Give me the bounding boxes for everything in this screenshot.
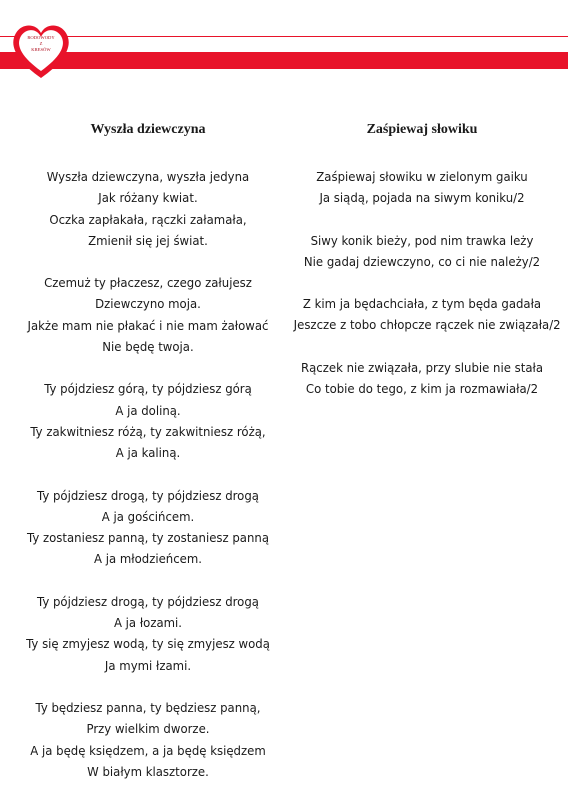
stanza xyxy=(12,378,284,463)
poem-line: A ja kaliną. xyxy=(115,445,181,461)
poem-line: Co tobie do tego, z kim ja rozmawiała/2 xyxy=(305,381,539,397)
stanza xyxy=(12,591,284,676)
poem-line: A ja doliną. xyxy=(115,402,181,418)
poem-line: Czemuż ty płaczesz, czego załujesz xyxy=(44,275,252,291)
header-rule xyxy=(0,36,568,37)
poem-line: Ty pójdziesz drogą, ty pójdziesz drogą xyxy=(37,487,259,503)
poem-line: Siwy konik bieży, pod nim trawka leży xyxy=(310,232,534,248)
poem-line: A ja młodzieńcem. xyxy=(93,551,203,567)
logo-text xyxy=(10,35,72,53)
poem-line: Ty pójdziesz drogą, ty pójdziesz drogą xyxy=(37,593,259,609)
poem-body xyxy=(284,166,560,399)
poem-line: A ja będę księdzem, a ja będę księdzem xyxy=(30,742,266,758)
poem-line: Zmienił się jej świat. xyxy=(88,232,208,248)
poem-line: Rączek nie związała, przy slubie nie stała xyxy=(300,359,544,375)
stanza xyxy=(12,166,284,251)
poem-right xyxy=(284,120,560,420)
poem-left xyxy=(12,120,284,803)
stanza xyxy=(12,272,284,357)
logo-text-line: KRESÓW xyxy=(31,47,51,52)
poem-line: Ty się zmyjesz wodą, ty się zmyjesz wodą xyxy=(26,636,270,652)
poem-line: Ty będziesz panna, ty będziesz panną, xyxy=(35,699,261,715)
poem-line: Wyszła dziewczyna, wyszła jedyna xyxy=(46,169,250,184)
poem-line: Jakże mam nie płakać i nie mam żałować xyxy=(27,317,269,333)
poem-line: W białym klasztorze. xyxy=(87,763,209,779)
poem-line: Ty zostaniesz panną, ty zostaniesz panną xyxy=(26,530,270,546)
poem-line: Z kim ja będachciała, z tym będa gadała xyxy=(302,296,542,312)
stanza xyxy=(284,166,560,209)
poem-line: A ja łozami. xyxy=(113,615,183,631)
poem-line: Oczka zapłakała, rączki załamała, xyxy=(49,211,247,227)
poem-body xyxy=(12,166,284,782)
poem-line: Nie będę twoja. xyxy=(102,339,194,355)
stanza xyxy=(12,697,284,782)
stanza xyxy=(284,293,560,336)
poem-line: Jeszcze z tobo chłopcze rączek nie związała/2 xyxy=(293,317,561,333)
poem-title: Wyszła dziewczyna xyxy=(90,122,206,137)
stanza xyxy=(284,230,560,273)
heart-logo-icon xyxy=(10,18,72,80)
poem-line: Zaśpiewaj słowiku w zielonym gaiku xyxy=(316,169,528,184)
logo-text-line: Z xyxy=(39,41,43,46)
poem-line: Przy wielkim dworze. xyxy=(86,721,210,737)
logo-text-line: RODOWODY xyxy=(27,35,55,40)
header-band xyxy=(0,52,568,69)
stanza xyxy=(12,485,284,570)
poem-line: Dziewczyno moja. xyxy=(95,296,201,312)
poem-line: Ja mymi łzami. xyxy=(104,657,192,673)
poem-line: Ja siądą, pojada na siwym koniku/2 xyxy=(319,190,525,206)
poem-line: Ty pójdziesz górą, ty pójdziesz górą xyxy=(44,381,252,397)
stanza xyxy=(284,357,560,400)
poem-line: A ja gościńcem. xyxy=(101,508,195,524)
poem-line: Ty zakwitniesz różą, ty zakwitniesz różą, xyxy=(30,423,266,439)
poem-title: Zaśpiewaj słowiku xyxy=(366,122,478,137)
poem-line: Jak różany kwiat. xyxy=(98,190,198,206)
poem-line: Nie gadaj dziewczyno, co ci nie należy/2 xyxy=(303,253,541,269)
